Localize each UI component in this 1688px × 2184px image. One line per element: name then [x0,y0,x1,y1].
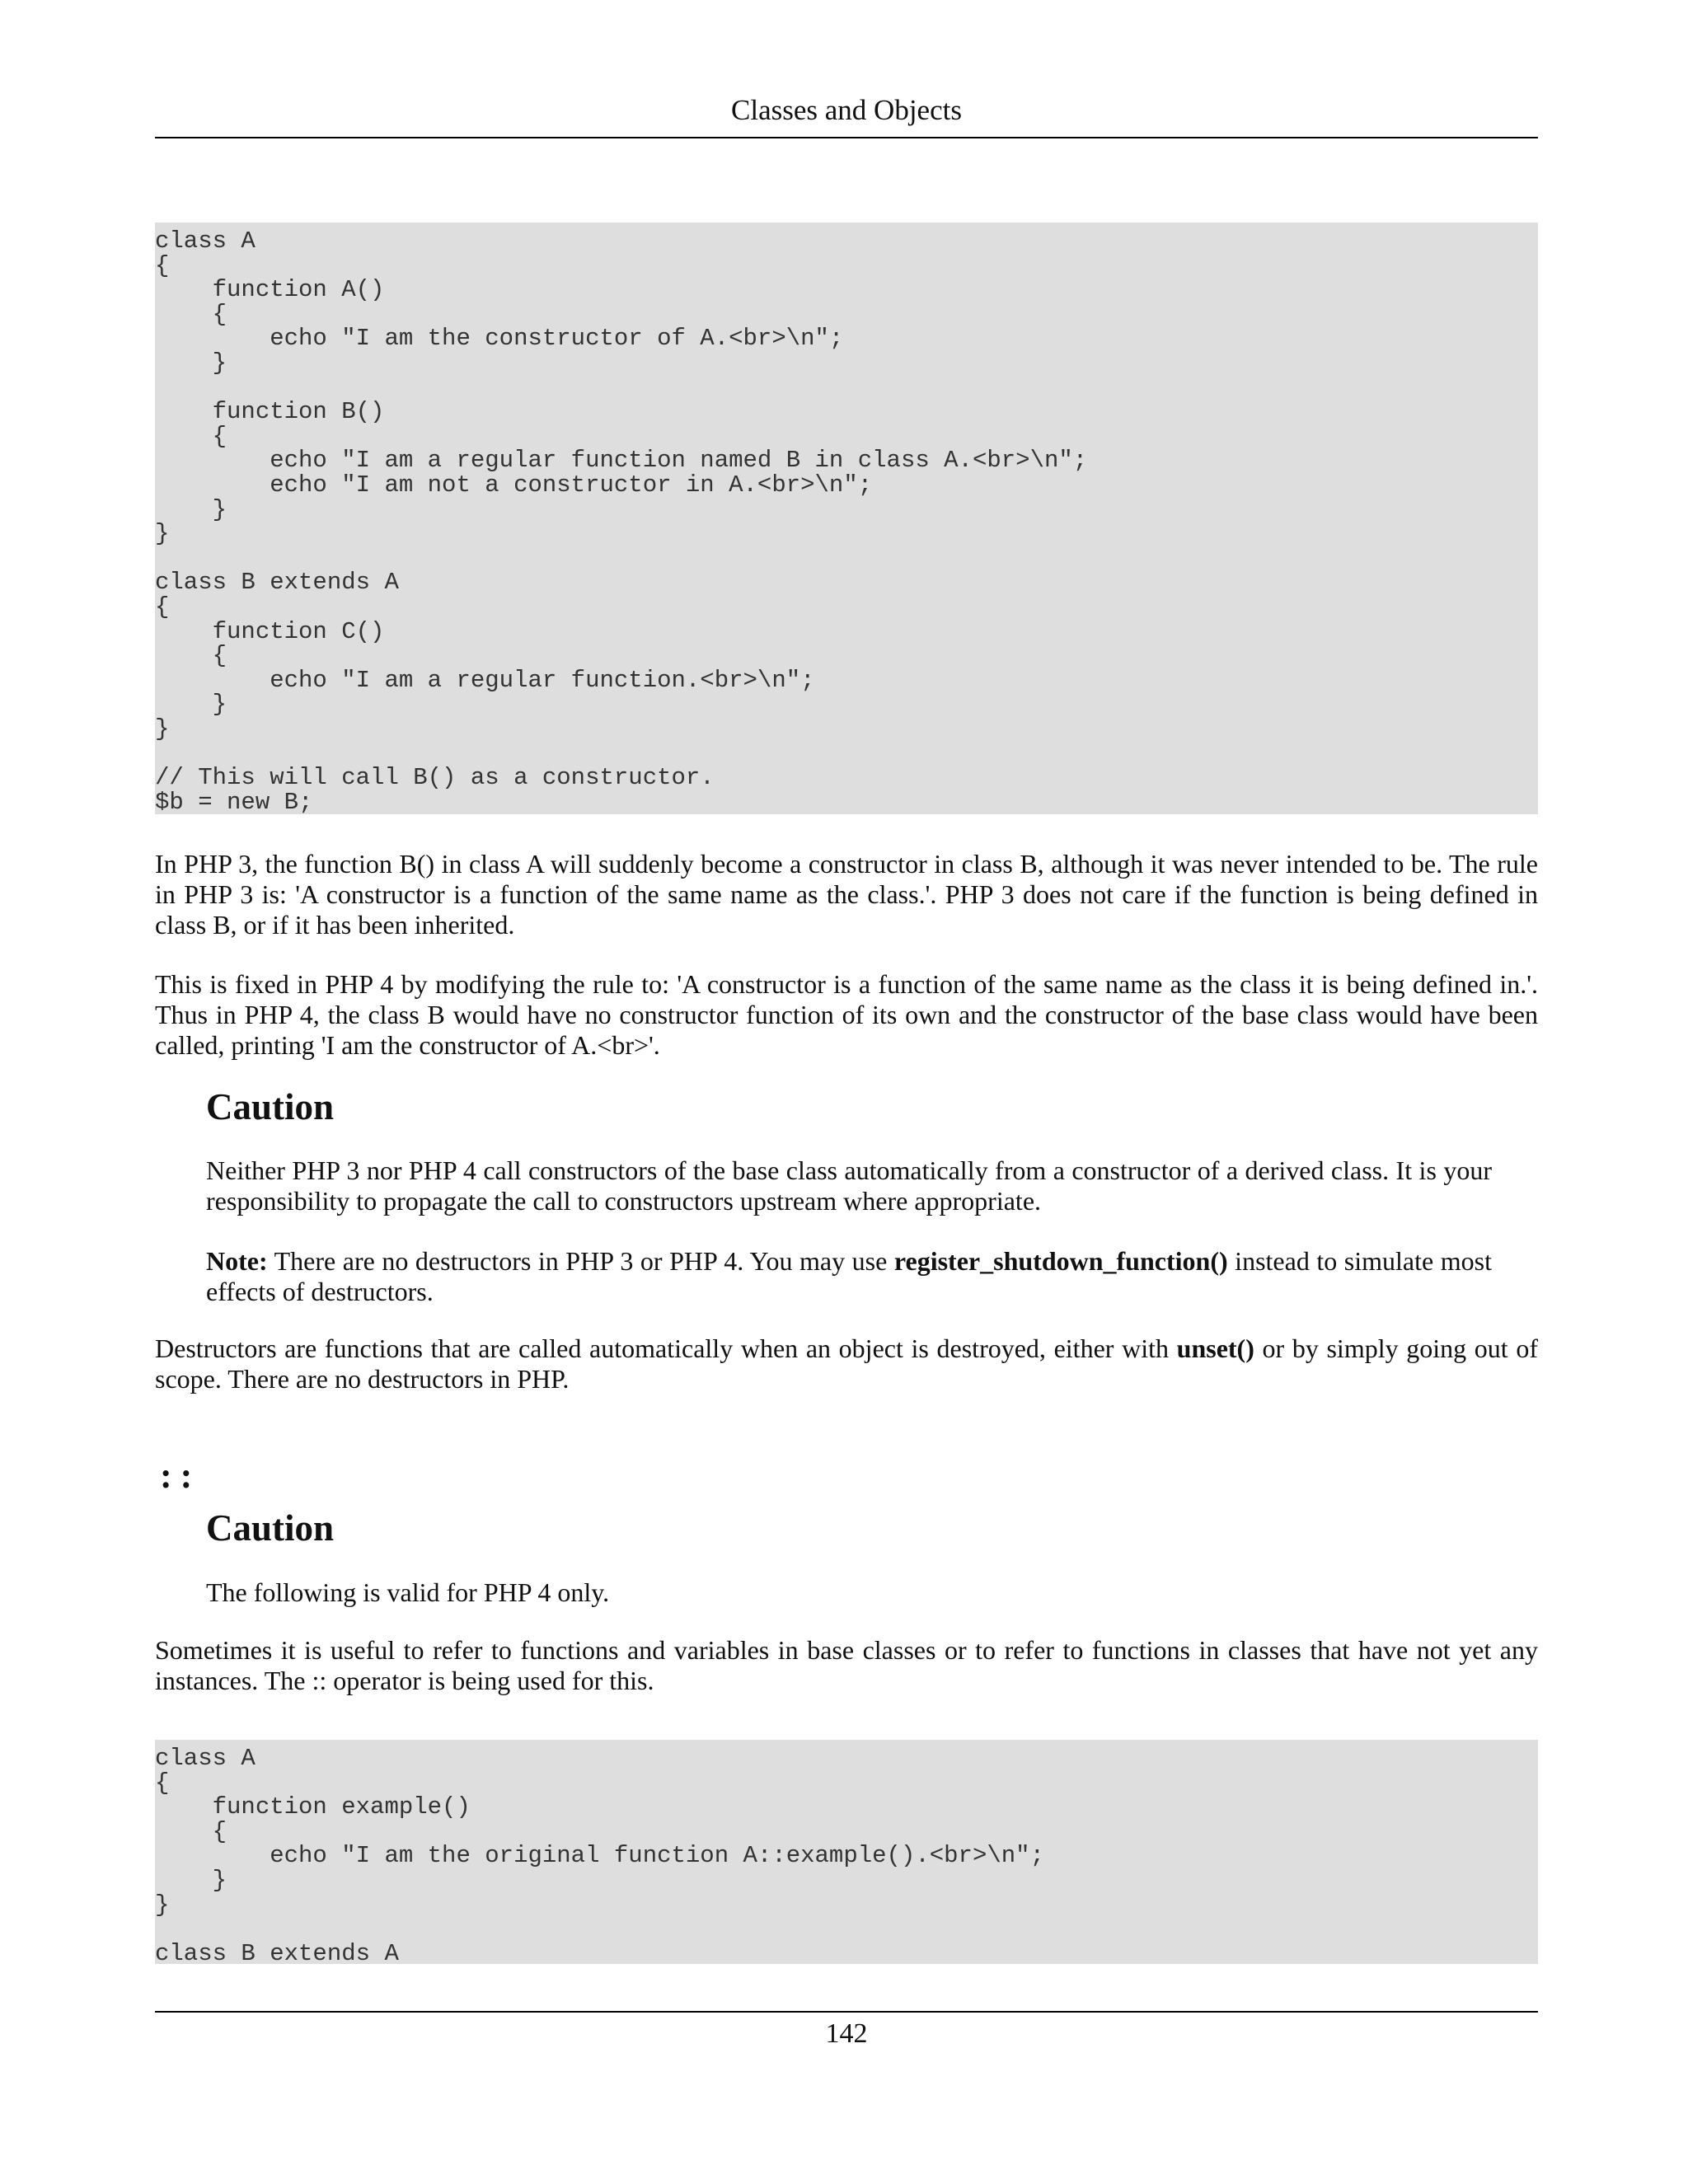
section-title-scope-operator: :: [160,1455,201,1496]
destructors-paragraph [155,1333,1538,1394]
paragraph-scope-operator: Sometimes it is useful to refer to functions and variables in base classes or to refer to functions in classes that have not yet any instances. The :: operator is being used for this. [155,1635,1538,1695]
caution-heading-2: Caution [206,1507,335,1549]
code-block-constructors: class A { function A() { echo "I am the constructor of A.<br>\n"; } function B() { echo "I am a regular function named B in class A.<br>\n"; echo "I am not a constructor in A.<br>\n"; } } class B extends A { function C() { echo "I am a regular function.<br>\n"; } } // This will call B() as a constructor. $b = new B; [155,223,1538,814]
note-text-before: There are no destructors in PHP 3 or PHP 4. You may use [267,1246,894,1276]
footer-rule [155,2011,1538,2013]
page-number: 142 [825,2018,868,2049]
note-paragraph [206,1246,1492,1307]
header-rule [155,137,1538,138]
destructors-text-before: Destructors are functions that are called automatically when an object is destroyed, either with [155,1333,1177,1363]
paragraph-php3-rule: In PHP 3, the function B() in class A will suddenly become a constructor in class B, although it was never intended to be. The rule in PHP 3 is: 'A constructor is a function of the same name as the class.'. PHP 3 does not care if the function is being defined in class B, or if it has been inherited. [155,849,1538,940]
destructors-function-name: unset() [1176,1333,1254,1363]
note-text-after: instead to simulate most effects of destructors. [206,1246,1493,1306]
page-header: Classes and Objects [731,94,962,126]
code-block-scope-example: class A { function example() { echo "I am the original function A::example().<br>\n"; } } class B extends A [155,1740,1538,1964]
caution-heading: Caution [206,1086,335,1127]
caution-text-2: The following is valid for PHP 4 only. [206,1577,610,1607]
note-function-name: register_shutdown_function() [893,1246,1228,1276]
paragraph-php4-fix: This is fixed in PHP 4 by modifying the rule to: 'A constructor is a function of the same name as the class it is being defined in.'. Thus in PHP 4, the class B would have no constructor function of its own and the constructor of the base class would have been called, printing 'I am the constructor of A.<br>'. [155,969,1538,1060]
caution-text: Neither PHP 3 nor PHP 4 call constructors of the base class automatically from a constructor of a derived class. It is your responsibility to propagate the call to constructors upstream where appropriate. [206,1155,1492,1216]
note-label: Note: [206,1246,268,1276]
destructors-text-after: or by simply going out of scope. There are no destructors in PHP. [155,1333,1539,1394]
